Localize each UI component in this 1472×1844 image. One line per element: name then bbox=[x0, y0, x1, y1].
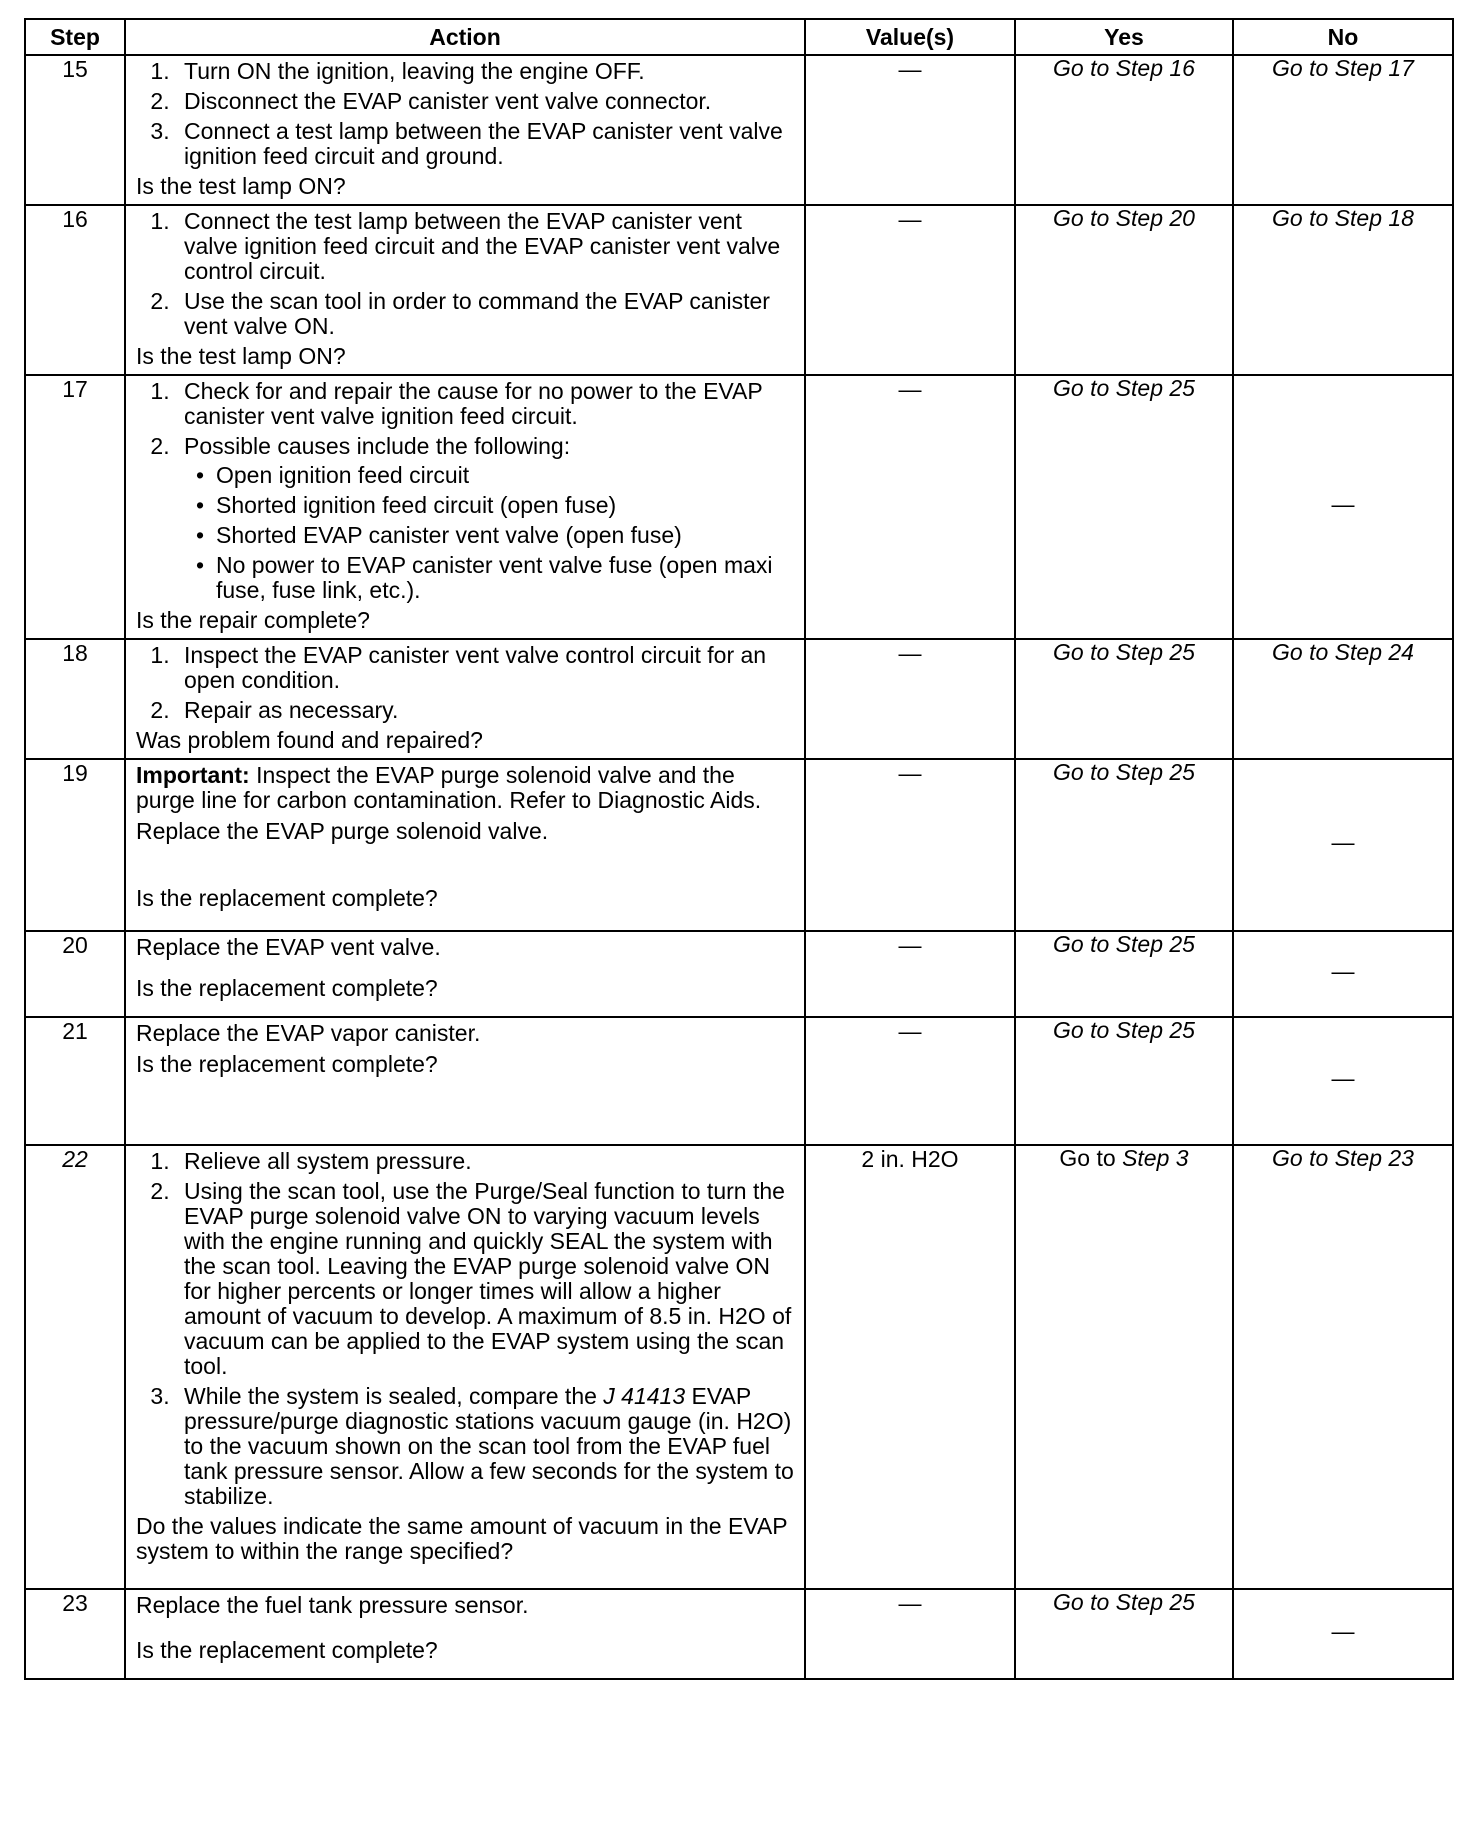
action-question: Is the replacement complete? bbox=[136, 1637, 438, 1663]
value-cell: — bbox=[805, 205, 1015, 375]
table-row-step-20 bbox=[25, 931, 1453, 1017]
important-label: Important: bbox=[136, 762, 250, 788]
action-cell bbox=[125, 1017, 805, 1145]
no-value: — bbox=[1233, 1589, 1453, 1679]
action-step: 1. Turn ON the ignition, leaving the engine OFF. bbox=[176, 59, 794, 84]
yes-link[interactable]: Go to Step 20 bbox=[1015, 205, 1233, 375]
action-question: Is the repair complete? bbox=[136, 607, 370, 633]
action-cell bbox=[125, 1589, 805, 1679]
action-question: Is the replacement complete? bbox=[136, 1051, 438, 1077]
table-row-step-17 bbox=[25, 375, 1453, 639]
action-cell bbox=[125, 1145, 805, 1589]
action-cell bbox=[125, 375, 805, 639]
action-cell bbox=[125, 639, 805, 759]
step-number: 22 bbox=[25, 1145, 125, 1589]
important-note bbox=[136, 763, 794, 813]
action-step: 1. Inspect the EVAP canister vent valve control circuit for an open condition. bbox=[176, 643, 794, 693]
header-yes: Yes bbox=[1015, 19, 1233, 55]
table-row-step-16 bbox=[25, 205, 1453, 375]
yes-link-step: Step 3 bbox=[1122, 1145, 1189, 1171]
diagnostic-table-page bbox=[24, 18, 1452, 1680]
action-step-text: While the system is sealed, compare the bbox=[184, 1383, 604, 1409]
value-cell: — bbox=[805, 1017, 1015, 1145]
action-step: 1. Check for and repair the cause for no power to the EVAP canister vent valve ignition feed circuit. bbox=[176, 379, 794, 429]
action-question: Is the replacement complete? bbox=[136, 885, 438, 911]
action-cell bbox=[125, 759, 805, 931]
yes-link[interactable] bbox=[1015, 1145, 1233, 1589]
value-cell: — bbox=[805, 931, 1015, 1017]
yes-link[interactable]: Go to Step 25 bbox=[1015, 375, 1233, 639]
yes-link[interactable]: Go to Step 25 bbox=[1015, 1017, 1233, 1145]
action-cell bbox=[125, 931, 805, 1017]
action-step: 1. Connect the test lamp between the EVAP canister vent valve ignition feed circuit and the EVAP canister vent valve control circuit. bbox=[176, 209, 794, 284]
action-steps bbox=[136, 209, 794, 339]
step-number: 17 bbox=[25, 375, 125, 639]
action-steps bbox=[136, 643, 794, 723]
no-link[interactable]: Go to Step 17 bbox=[1233, 55, 1453, 205]
step-number: 16 bbox=[25, 205, 125, 375]
no-link[interactable]: Go to Step 23 bbox=[1233, 1145, 1453, 1589]
action-step bbox=[176, 1384, 794, 1509]
action-question: Do the values indicate the same amount of vacuum in the EVAP system to within the range specified? bbox=[136, 1513, 788, 1564]
no-value: — bbox=[1233, 759, 1453, 931]
step-number: 20 bbox=[25, 931, 125, 1017]
no-link[interactable]: Go to Step 24 bbox=[1233, 639, 1453, 759]
value-cell: — bbox=[805, 759, 1015, 931]
action-step: 1. Relieve all system pressure. bbox=[176, 1149, 794, 1174]
action-steps bbox=[136, 379, 794, 603]
table-row-step-23 bbox=[25, 1589, 1453, 1679]
header-values: Value(s) bbox=[805, 19, 1015, 55]
action-text: Replace the EVAP vent valve. bbox=[136, 934, 441, 960]
table-row-step-18 bbox=[25, 639, 1453, 759]
important-text: Inspect the EVAP purge solenoid valve and the purge line for carbon contamination. Refer to Diagnostic Aids. bbox=[136, 762, 762, 813]
step-number: 18 bbox=[25, 639, 125, 759]
action-step: 2. Use the scan tool in order to command the EVAP canister vent valve ON. bbox=[176, 289, 794, 339]
value-cell: — bbox=[805, 375, 1015, 639]
value-cell: — bbox=[805, 55, 1015, 205]
action-cell bbox=[125, 55, 805, 205]
header-no: No bbox=[1233, 19, 1453, 55]
action-question: Was problem found and repaired? bbox=[136, 727, 483, 753]
action-step-text: Possible causes include the following: bbox=[184, 433, 571, 459]
yes-link[interactable]: Go to Step 25 bbox=[1015, 931, 1233, 1017]
action-cell bbox=[125, 205, 805, 375]
action-step-text: EVAP pressure/purge diagnostic stations vacuum gauge (in. H2O) to the vacuum shown on the scan tool from the EVAP fuel tank pressure sensor. Allow a few seconds for the system to stabilize. bbox=[184, 1383, 794, 1509]
yes-link-prefix: Go to bbox=[1059, 1145, 1123, 1171]
action-text: Replace the EVAP purge solenoid valve. bbox=[136, 818, 549, 844]
table-row-step-21 bbox=[25, 1017, 1453, 1145]
action-text: Replace the fuel tank pressure sensor. bbox=[136, 1592, 529, 1618]
action-question: Is the test lamp ON? bbox=[136, 173, 346, 199]
yes-link[interactable]: Go to Step 16 bbox=[1015, 55, 1233, 205]
step-number: 23 bbox=[25, 1589, 125, 1679]
action-step: 2. Repair as necessary. bbox=[176, 698, 794, 723]
step-number: 15 bbox=[25, 55, 125, 205]
no-link[interactable]: Go to Step 18 bbox=[1233, 205, 1453, 375]
yes-link[interactable]: Go to Step 25 bbox=[1015, 639, 1233, 759]
list-item: • Shorted EVAP canister vent valve (open fuse) bbox=[210, 523, 794, 548]
yes-link[interactable]: Go to Step 25 bbox=[1015, 1589, 1233, 1679]
action-steps bbox=[136, 1149, 794, 1509]
action-step: 2. Disconnect the EVAP canister vent valve connector. bbox=[176, 89, 794, 114]
value-cell: — bbox=[805, 1589, 1015, 1679]
header-row bbox=[25, 19, 1453, 55]
action-step bbox=[176, 434, 794, 603]
no-value: — bbox=[1233, 931, 1453, 1017]
diagnostic-table bbox=[24, 18, 1454, 1680]
table-row-step-19 bbox=[25, 759, 1453, 931]
action-step: 2. Using the scan tool, use the Purge/Seal function to turn the EVAP purge solenoid valve ON to varying vacuum levels with the engine running and quickly SEAL the system with the scan tool. Leaving the EVAP purge solenoid valve ON for higher percents or longer times will allow a higher amount of vacuum to develop. A maximum of 8.5 in. H2O of vacuum can be applied to the EVAP system using the scan tool. bbox=[176, 1179, 794, 1379]
list-item: • Shorted ignition feed circuit (open fuse) bbox=[210, 493, 794, 518]
value-cell: 2 in. H2O bbox=[805, 1145, 1015, 1589]
cause-list bbox=[184, 463, 794, 603]
header-step: Step bbox=[25, 19, 125, 55]
value-cell: — bbox=[805, 639, 1015, 759]
action-steps bbox=[136, 59, 794, 169]
action-question: Is the replacement complete? bbox=[136, 975, 438, 1001]
no-value: — bbox=[1233, 375, 1453, 639]
table-row-step-22 bbox=[25, 1145, 1453, 1589]
table-row-step-15 bbox=[25, 55, 1453, 205]
action-step: 3. Connect a test lamp between the EVAP canister vent valve ignition feed circuit and ground. bbox=[176, 119, 794, 169]
tool-reference: J 41413 bbox=[603, 1383, 686, 1409]
no-value: — bbox=[1233, 1017, 1453, 1145]
list-item: • Open ignition feed circuit bbox=[210, 463, 794, 488]
step-number: 21 bbox=[25, 1017, 125, 1145]
header-action: Action bbox=[125, 19, 805, 55]
action-text: Replace the EVAP vapor canister. bbox=[136, 1020, 481, 1046]
yes-link[interactable]: Go to Step 25 bbox=[1015, 759, 1233, 931]
step-number: 19 bbox=[25, 759, 125, 931]
action-question: Is the test lamp ON? bbox=[136, 343, 346, 369]
list-item: • No power to EVAP canister vent valve fuse (open maxi fuse, fuse link, etc.). bbox=[210, 553, 794, 603]
